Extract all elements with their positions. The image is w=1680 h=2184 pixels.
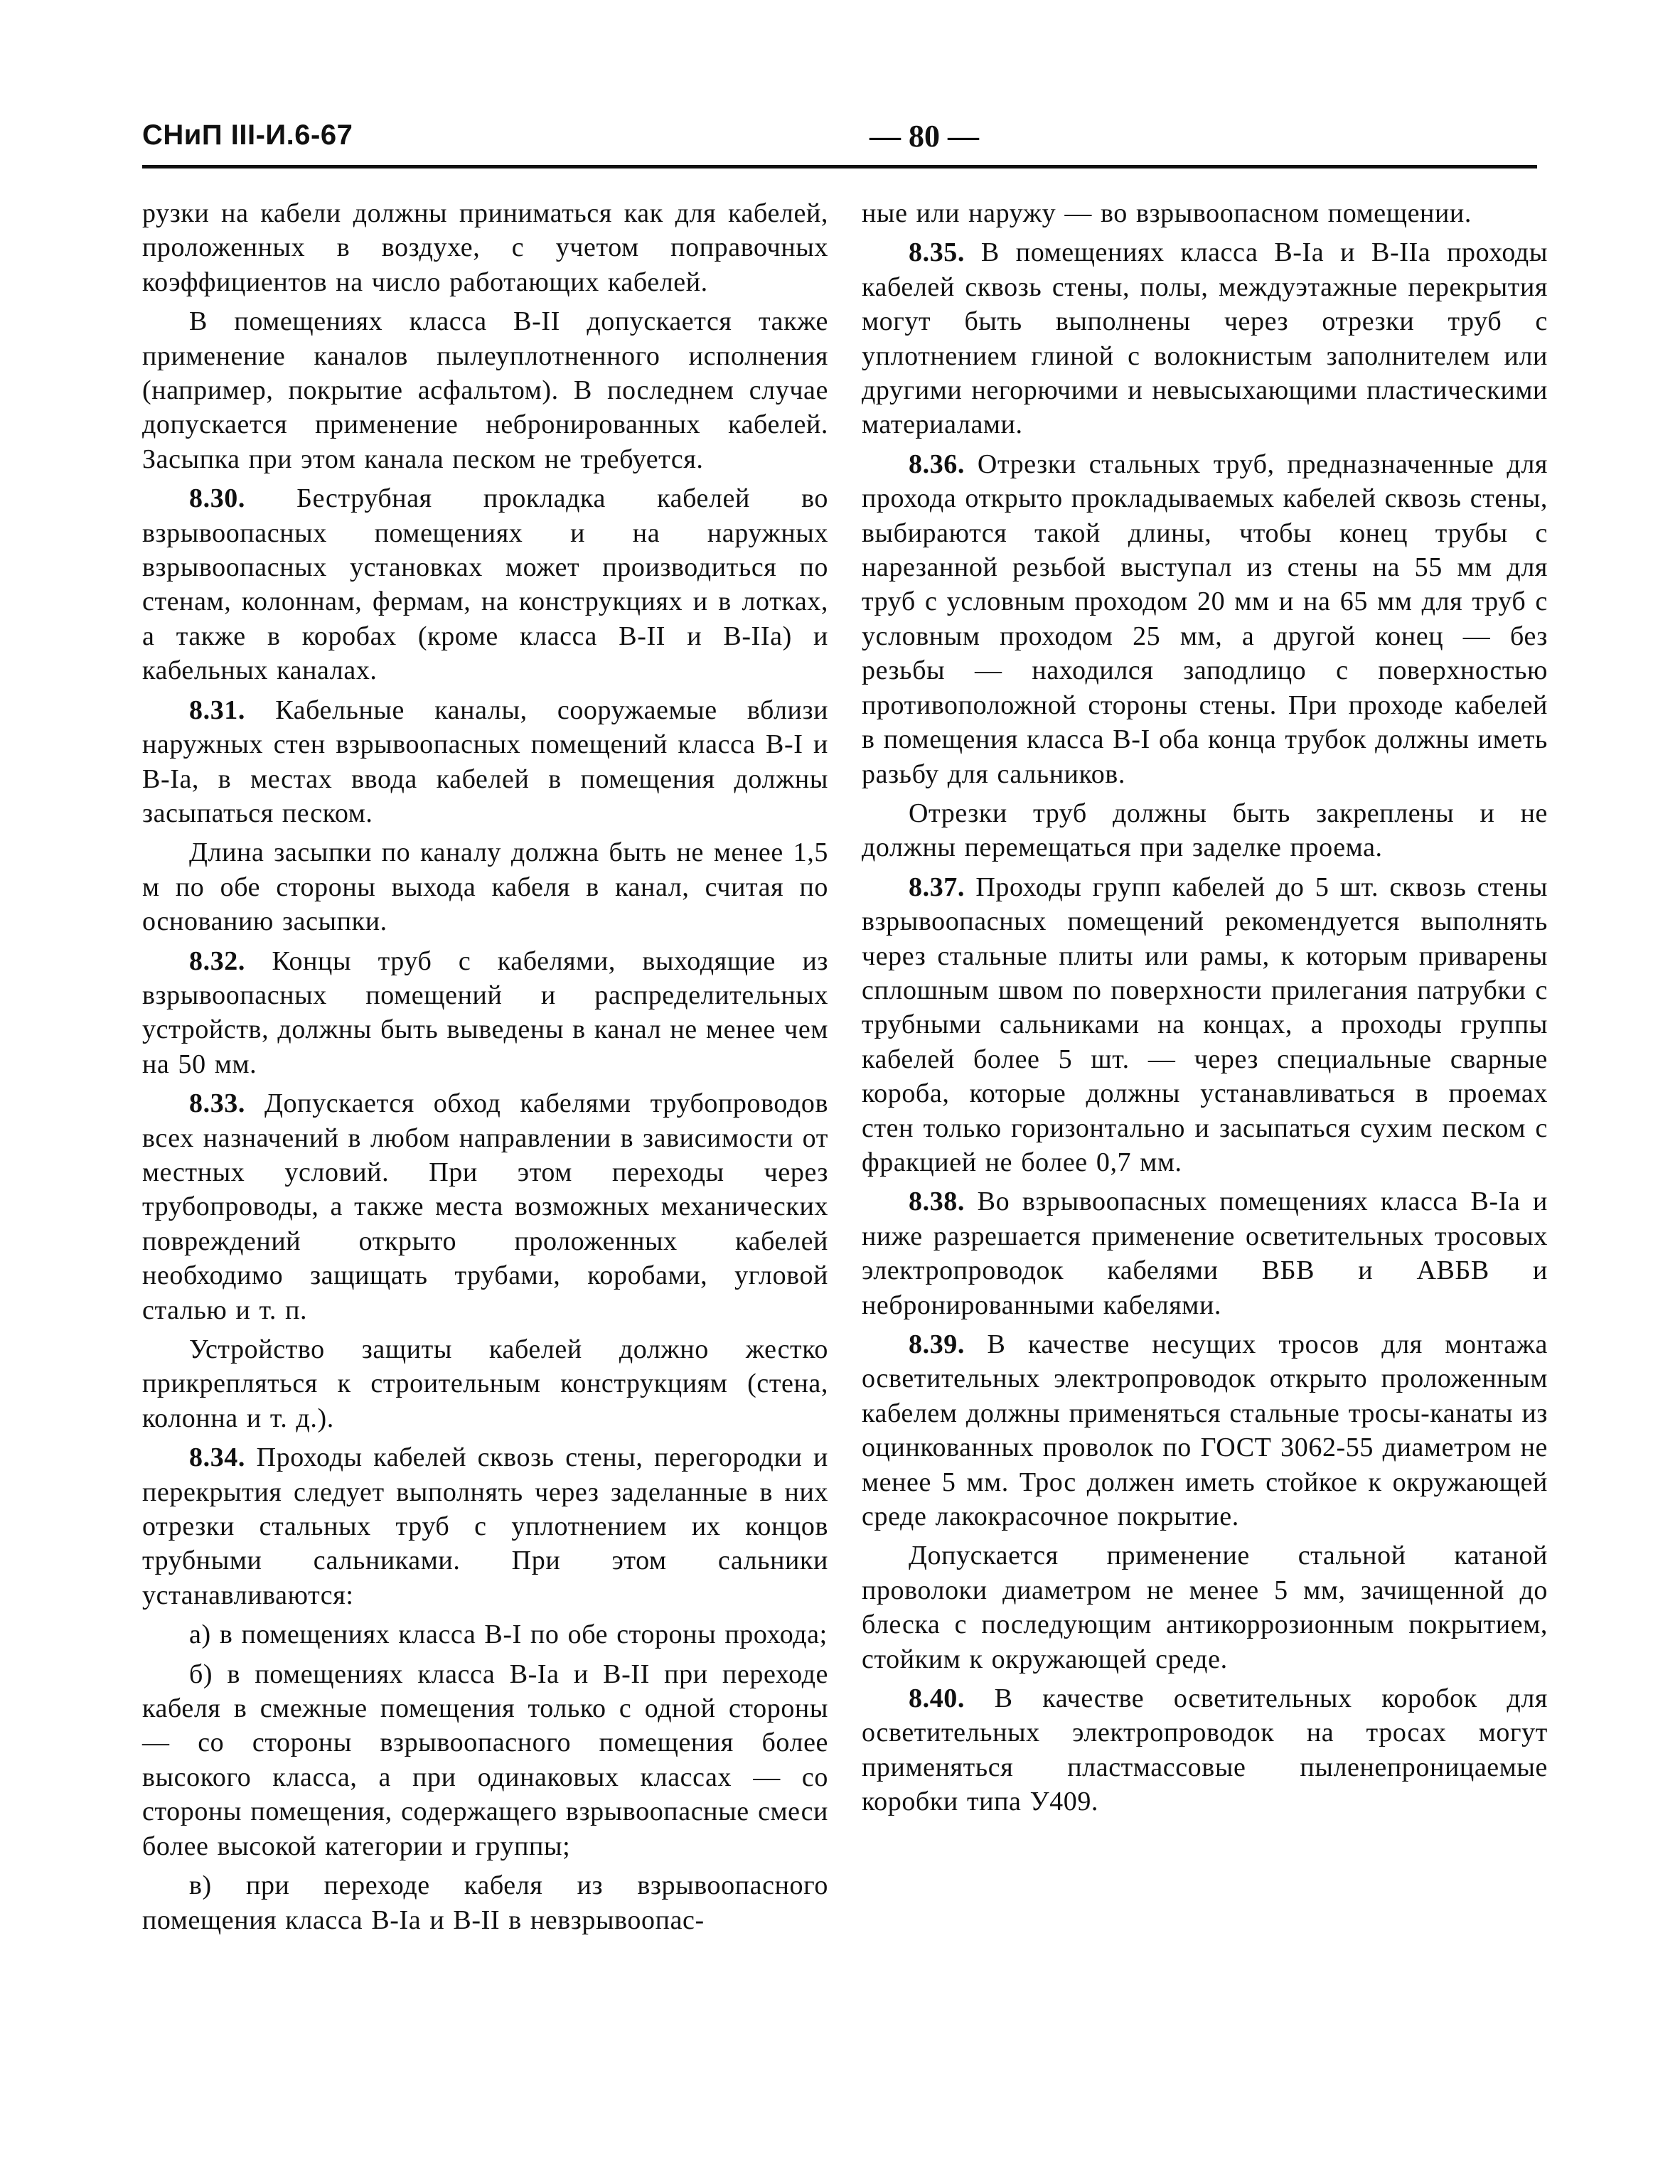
- paragraph: Допускается применение стальной катаной проволоки диаметром не менее 5 мм, зачищенной до блеска с последующим антикоррозионным покрытием, стойким к окружающей среде.: [862, 1541, 1548, 1674]
- clause-8-38: 8.38. Во взрывоопасных помещениях класса В-Iа и ниже разрешается применение осветительных тросовых электропроводок кабелями ВБВ и АВБВ и небронированными кабелями.: [862, 1187, 1548, 1320]
- clause-8-31: 8.31. Кабельные каналы, сооружаемые вблизи наружных стен взрывоопасных помещений класса В-I и В-Iа, в местах ввода кабелей в помещения должны засыпаться песком.: [142, 695, 829, 828]
- paragraph: Устройство защиты кабелей должно жестко прикрепляться к строительным конструкциям (стена, колонна и т. д.).: [142, 1334, 828, 1433]
- clause-number: 8.38.: [909, 1187, 965, 1217]
- clause-number: 8.32.: [189, 946, 245, 976]
- clause-number: 8.34.: [189, 1442, 245, 1473]
- clause-number: 8.35.: [909, 237, 965, 268]
- clause-number: 8.30.: [189, 483, 245, 514]
- paragraph: В помещениях класса В-II допускается также применение каналов пылеуплотненного исполнения (например, покрытие асфальтом). В последнем случае допускается применение небронированных кабелей. Засыпка при этом канала песком не требуется.: [142, 306, 828, 474]
- paragraph: Длина засыпки по каналу должна быть не менее 1,5 м по обе стороны выхода кабеля в канал, считая по основанию засыпки.: [142, 837, 828, 937]
- document-code: СНиП III-И.6-67: [142, 119, 353, 151]
- clause-8-36: 8.36. Отрезки стальных труб, предназначенные для прохода открыто прокладываемых кабелей сквозь стены, выбираются такой длины, чтобы конец трубы с нарезанной резьбой выступал из стены на 55 мм для труб с условным проходом 20 мм и на 65 мм для труб с условным проходом 25 мм, а другой конец — без резьбы — находился заподлицо с поверхностью противоположной стороны стены. При проходе кабелей в помещения класса В-I оба конца трубок должны иметь разьбу для сальников.: [862, 449, 1548, 789]
- clause-8-34: 8.34. Проходы кабелей сквозь стены, перегородки и перекрытия следует выполнять через заделанные в них отрезки стальных труб с уплотнением их концов трубными сальниками. При этом сальники устанавливаются:: [142, 1442, 828, 1610]
- clause-8-39: 8.39. В качестве несущих тросов для монтажа осветительных электропроводок открыто проложенным кабелем должны применяться стальные тросы-канаты из оцинкованных проволок по ГОСТ 3062-55 диаметром не менее 5 мм. Трос должен иметь стойкое к окружающей среде лакокрасочное покрытие.: [862, 1329, 1548, 1532]
- paragraph: Отрезки труб должны быть закреплены и не должны перемещаться при заделке проема.: [862, 798, 1548, 863]
- clause-number: 8.40.: [909, 1684, 965, 1714]
- paragraph: рузки на кабели должны приниматься как для кабелей, проложенных в воздухе, с учетом поправочных коэффициентов на число работающих кабелей.: [142, 198, 828, 297]
- clause-number: 8.39.: [909, 1329, 965, 1359]
- list-item-a: а) в помещениях класса В-I по обе стороны прохода;: [189, 1620, 828, 1650]
- clause-8-33: 8.33. Допускается обход кабелями трубопроводов всех назначений в любом направлении в зависимости от местных условий. При этом переходы через трубопроводы, а также места возможных механических повреждений открыто проложенных кабелей необходимо защищать трубами, коробами, угловой сталью и т. п.: [142, 1088, 828, 1325]
- right-column: [862, 196, 1548, 1819]
- clause-number: 8.31.: [189, 695, 245, 725]
- header-rule: [142, 165, 1537, 168]
- list-item-v: в) при переходе кабеля из взрывоопасного помещения класса В-Iа и В-II в невзрывоопас-: [142, 1870, 828, 1935]
- clause-number: 8.36.: [909, 449, 965, 479]
- clause-number: 8.37.: [909, 872, 965, 902]
- left-column: [142, 196, 828, 1937]
- clause-8-35: 8.35. В помещениях класса В-Iа и В-IIа проходы кабелей сквозь стены, полы, междуэтажные перекрытия могут быть выполнены через отрезки труб с уплотнением глиной с волокнистым заполнителем или другими негорючими и невысыхающими пластическими материалами.: [862, 237, 1548, 440]
- clause-8-37: 8.37. Проходы групп кабелей до 5 шт. сквозь стены взрывоопасных помещений рекомендуется выполнять через стальные плиты или рамы, к которым приварены сплошным швом по поверхности прилегания патрубки с трубными сальниками на концах, а проходы группы кабелей более 5 шт. — через специальные сварные короба, которые должны устанавливаться в проемах стен только горизонтально и засыпаться сухим песком с фракцией не более 0,7 мм.: [862, 872, 1548, 1177]
- clause-8-32: 8.32. Концы труб с кабелями, выходящие из взрывоопасных помещений и распределительных устройств, должны быть выведены в канал не менее чем на 50 мм.: [142, 946, 828, 1079]
- clause-8-40: 8.40. В качестве осветительных коробок для осветительных электропроводок на тросах могут применяться пластмассовые пыленепроницаемые коробки типа У409.: [862, 1684, 1548, 1817]
- paragraph: ные или наружу — во взрывоопасном помещении.: [862, 198, 1472, 228]
- clause-number: 8.33.: [189, 1088, 245, 1119]
- list-item-b: б) в помещениях класса В-Iа и В-II при переходе кабеля в смежные помещения только с одной стороны — со стороны взрывоопасного помещения более высокого класса, а при одинаковых классах — со стороны помещения, содержащего взрывоопасные смеси более высокой категории и группы;: [142, 1659, 828, 1861]
- page-header: [142, 114, 1537, 164]
- page-number: — 80 —: [870, 119, 979, 154]
- clause-8-30: 8.30. Беструбная прокладка кабелей во взрывоопасных помещениях и на наружных взрывоопасных установках может производиться по стенам, колоннам, фермам, на конструкциях и в лотках, а также в коробах (кроме класса В-II и В-IIа) и кабельных каналах.: [142, 483, 828, 686]
